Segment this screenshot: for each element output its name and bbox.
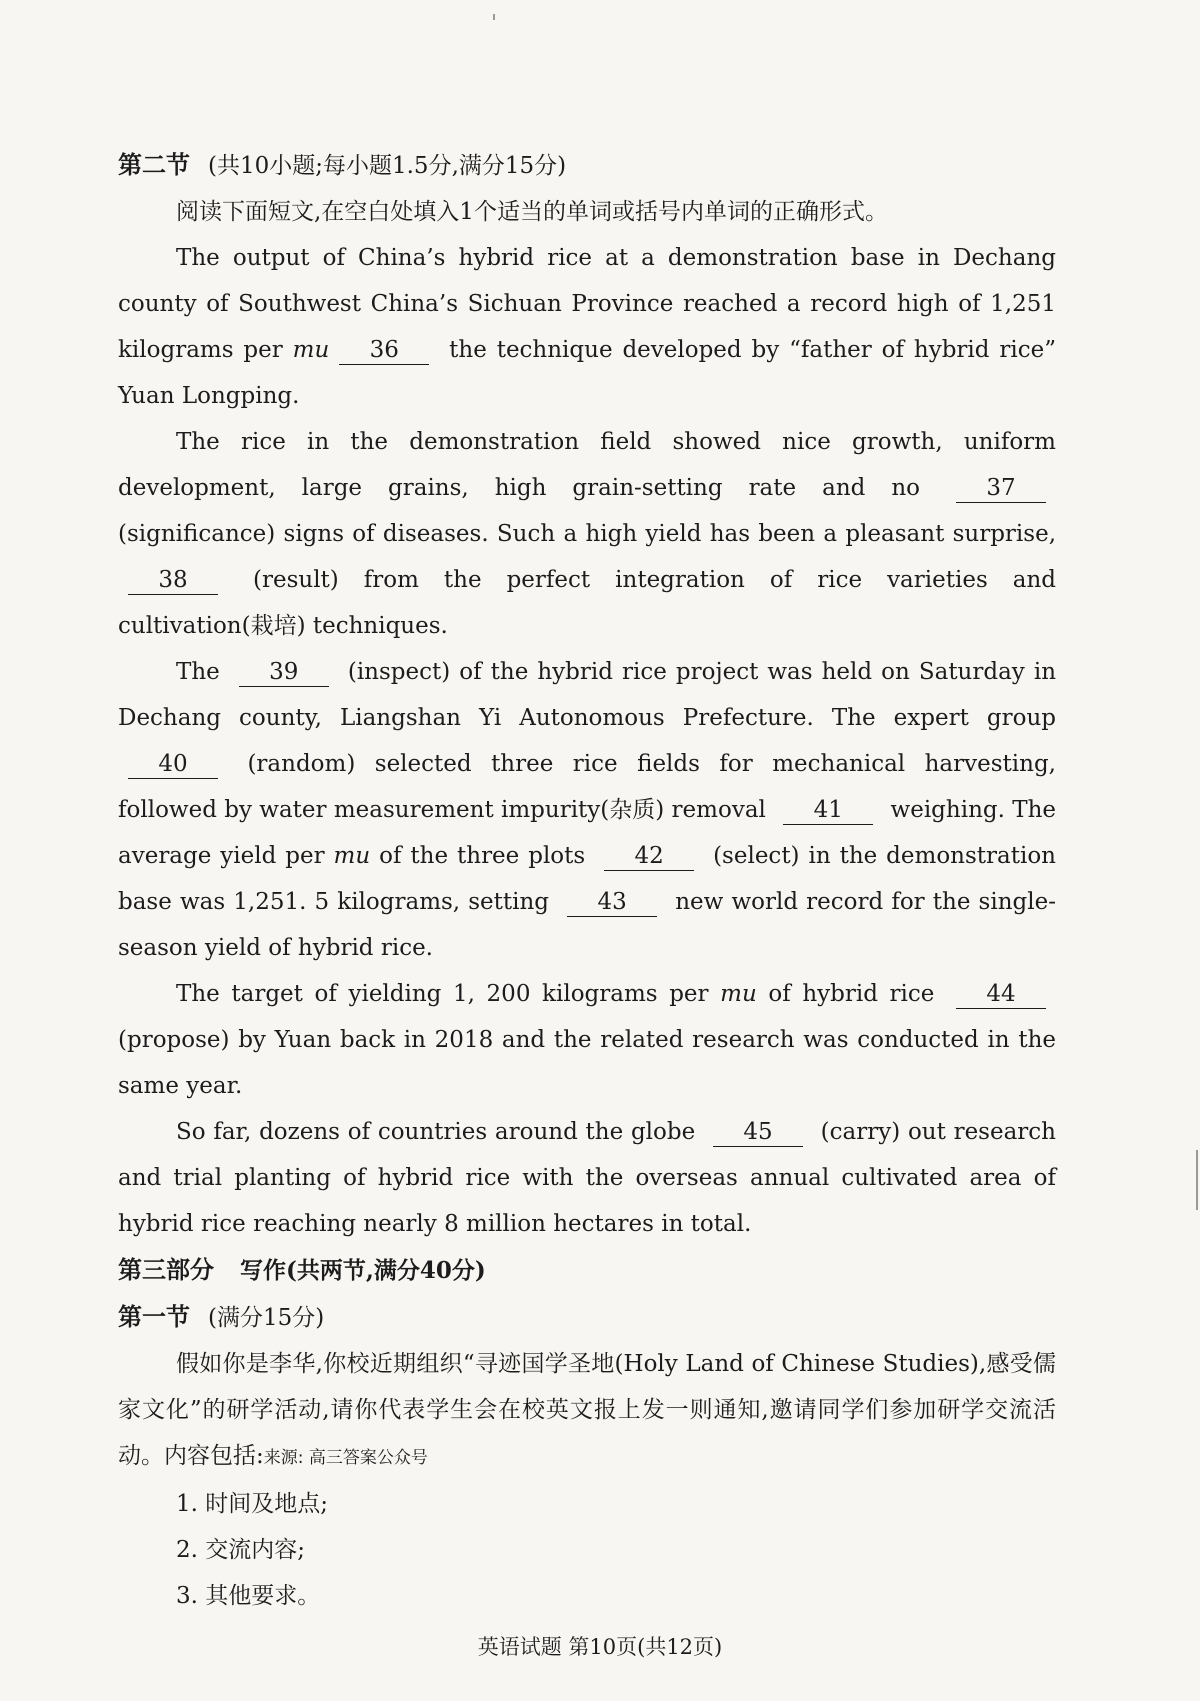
blank-37[interactable]: 37 [956, 474, 1046, 503]
section2-note: (共10小题;每小题1.5分,满分15分) [208, 153, 567, 179]
p4-text-b: of hybrid rice [756, 981, 946, 1007]
passage-paragraph-5 [118, 1109, 1056, 1247]
writing-prompt [118, 1341, 1056, 1481]
section2-heading [118, 142, 1056, 189]
p1-text-a: The output of China’s hybrid rice at a demonstration base in Dechang county of Southwest China’s Sichuan Province reached a record high of 1,251 kilograms per [118, 245, 1056, 363]
passage-paragraph-1 [118, 235, 1056, 419]
passage-paragraph-4 [118, 971, 1056, 1109]
p4-text-c: (propose) by Yuan back in 2018 and the related research was conducted in the same year. [118, 1027, 1056, 1099]
p5-text-a: So far, dozens of countries around the globe [176, 1119, 703, 1145]
p3-text-a: The [176, 659, 229, 685]
page-footer: 英语试题 第10页(共12页) [477, 1635, 723, 1659]
p3-text-h: new world record for the single-season yield of hybrid rice. [118, 889, 1056, 961]
scan-mark-right [1196, 1150, 1198, 1210]
p3-text-c: (inspect) of the hybrid rice project was held on Saturday in Dechang county, Liangshan Yi Autonomous Prefecture. The expert group [118, 659, 1057, 731]
source-note: 来源: 高三答案公众号 [263, 1448, 428, 1468]
p3-text-d: (random) selected three rice fields for mechanical harvesting, followed by water measurement impurity(杂质) removal [118, 751, 1056, 823]
p3-mu: mu [333, 843, 371, 869]
part3-heading [118, 1247, 1056, 1294]
blank-42[interactable]: 42 [604, 842, 694, 871]
section1-heading [118, 1294, 1056, 1341]
blank-43[interactable]: 43 [567, 888, 657, 917]
blank-39[interactable]: 39 [239, 658, 329, 687]
p3-text-f: of the three plots [370, 843, 595, 869]
section1-note: (满分15分) [208, 1305, 325, 1331]
section1-label: 第一节 [118, 1302, 190, 1331]
p1-text-c: the technique developed by “father of hybrid rice” Yuan Longping. [118, 337, 1056, 409]
p4-text-a: The target of yielding 1, 200 kilograms per [176, 981, 721, 1007]
p5-text-c: (carry) out research and trial planting of hybrid rice with the overseas annual cultivated area of hybrid rice reaching nearly 8 million hectares in total. [118, 1119, 1056, 1237]
blank-45[interactable]: 45 [713, 1118, 803, 1147]
p2-text-d: (result) from the perfect integration of rice varieties and cultivation(栽培) techniques. [118, 567, 1056, 639]
part3-title: 写作(共两节,满分40分) [240, 1257, 486, 1284]
part3-label: 第三部分 [118, 1255, 214, 1284]
p3-text-e: weighing. The average yield per [118, 797, 1056, 869]
p2-text-c: (significance) signs of diseases. Such a high yield has been a pleasant surprise, [118, 521, 1056, 547]
writing-item-3: 3. 其他要求。 [176, 1583, 321, 1609]
section2-label: 第二节 [118, 150, 190, 179]
p3-text-g: (select) in the demonstration base was 1,251. 5 kilograms, setting [118, 843, 1056, 915]
blank-38[interactable]: 38 [128, 566, 218, 595]
section2-instruction: 阅读下面短文,在空白处填入1个适当的单词或括号内单词的正确形式。 [176, 199, 888, 225]
exam-content [118, 142, 1056, 1619]
passage-paragraph-2 [118, 419, 1056, 649]
writing-item-1: 1. 时间及地点; [176, 1491, 329, 1517]
p2-text-a: The rice in the demonstration field showed nice growth, uniform development, large grains, high grain-setting rate and no [118, 429, 1056, 501]
p4-mu: mu [720, 981, 757, 1007]
blank-41[interactable]: 41 [783, 796, 873, 825]
p1-mu: mu [292, 337, 330, 363]
writing-prompt-text: 假如你是李华,你校近期组织“寻迹国学圣地(Holy Land of Chinese Studies),感受儒家文化”的研学活动,请你代表学生会在校英文报上发一则通知,邀请同学们参加研学交流活动。内容包括: [118, 1351, 1056, 1469]
writing-item-2: 2. 交流内容; [176, 1537, 306, 1563]
passage-paragraph-3 [118, 649, 1056, 971]
blank-44[interactable]: 44 [956, 980, 1046, 1009]
blank-36[interactable]: 36 [339, 336, 429, 365]
blank-40[interactable]: 40 [128, 750, 218, 779]
scan-mark-top [493, 14, 495, 20]
